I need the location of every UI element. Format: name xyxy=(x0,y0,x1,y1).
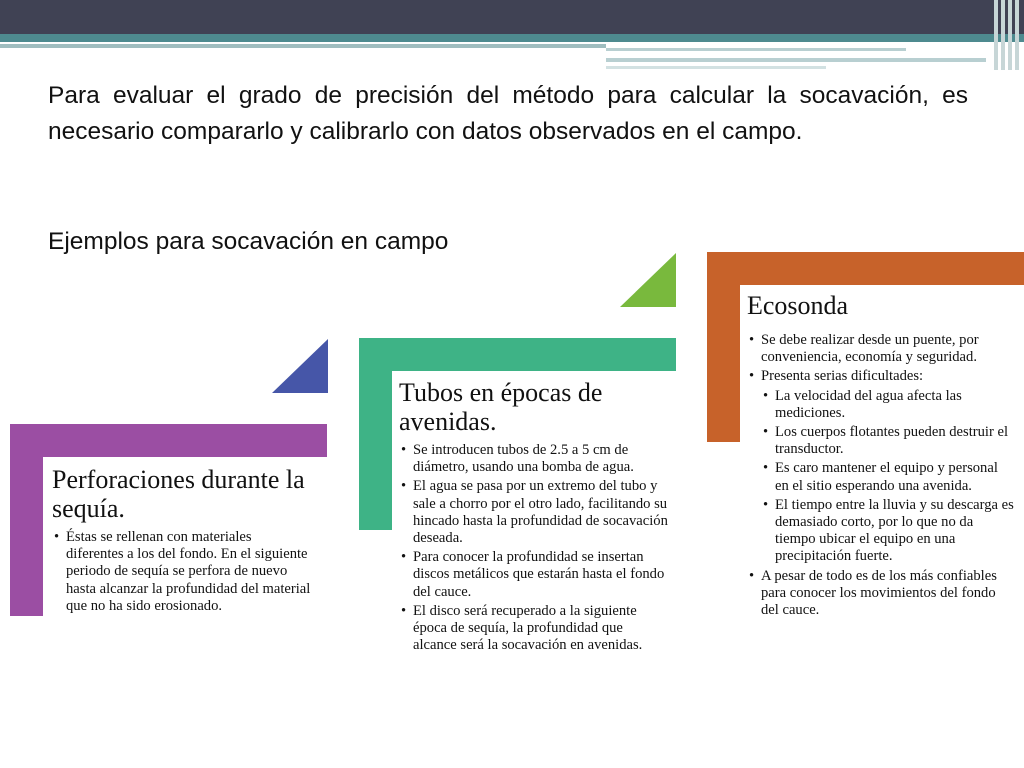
sub-list-item: • La velocidad del agua afecta las mediciones. xyxy=(747,388,1015,422)
sub-list-item: • Los cuerpos flotantes pueden destruir el transductor. xyxy=(747,424,1015,458)
green-triangle-arrow xyxy=(620,253,676,307)
header-bar xyxy=(0,0,1024,34)
header-rule xyxy=(606,58,986,62)
header-rule xyxy=(0,44,606,48)
mid-card-top-bar xyxy=(359,338,676,371)
intro-paragraph: Para evaluar el grado de precisión del método para calcular la socavación, es necesario compararlo y calibrarlo con datos observados en el campo. xyxy=(48,82,968,145)
list-item: • Para conocer la profundidad se insertan discos metálicos que estarán hasta el fondo del cauce. xyxy=(399,549,669,601)
list-item: • Éstas se rellenan con materiales diferentes a los del fondo. En el siguiente periodo de sequía se perfora de nuevo hasta alcanzar la profundidad del material que no ha sido erosionado. xyxy=(52,529,312,615)
card-title: Tubos en épocas de avenidas. xyxy=(399,378,603,436)
corner-decoration xyxy=(992,0,1024,70)
list-item: • El agua se pasa por un extremo del tubo y sale a chorro por el otro lado, facilitando su hincado hasta la profundidad de socavación deseada. xyxy=(399,478,669,547)
bullet-list xyxy=(747,332,1015,619)
right-card-side-bar xyxy=(707,252,740,442)
card-ecosonda xyxy=(747,291,1015,621)
bullet-list xyxy=(399,442,669,654)
card-tubos xyxy=(399,378,669,656)
left-card-side-bar xyxy=(10,424,43,616)
header-rule xyxy=(606,48,906,51)
bullet-list xyxy=(52,529,312,615)
card-perforaciones xyxy=(52,465,312,617)
header-accent-bar xyxy=(0,34,1024,42)
list-item: • A pesar de todo es de los más confiables para conocer los movimientos del fondo del cauce. xyxy=(747,568,1015,620)
card-title: Perforaciones durante la sequía. xyxy=(52,465,305,523)
sub-list-item: • Es caro mantener el equipo y personal en el sitio esperando una avenida. xyxy=(747,460,1015,494)
header-rule xyxy=(606,66,826,69)
mid-card-side-bar xyxy=(359,338,392,530)
list-item: • Presenta serias dificultades: xyxy=(747,368,1015,385)
section-subtitle: Ejemplos para socavación en campo xyxy=(48,228,449,255)
blue-triangle-arrow xyxy=(272,339,328,393)
left-card-top-bar xyxy=(10,424,327,457)
sub-list-item: • El tiempo entre la lluvia y su descarga es demasiado corto, por lo que no da tiempo ubicar el equipo en una precipitación fuerte. xyxy=(747,497,1015,566)
list-item: • El disco será recuperado a la siguiente época de sequía, la profundidad que alcance será la socavación en avenidas. xyxy=(399,603,669,655)
list-item: • Se debe realizar desde un puente, por conveniencia, economía y seguridad. xyxy=(747,332,1015,366)
card-title: Ecosonda xyxy=(747,291,849,320)
list-item: • Se introducen tubos de 2.5 a 5 cm de diámetro, usando una bomba de agua. xyxy=(399,442,669,476)
right-card-top-bar xyxy=(707,252,1024,285)
